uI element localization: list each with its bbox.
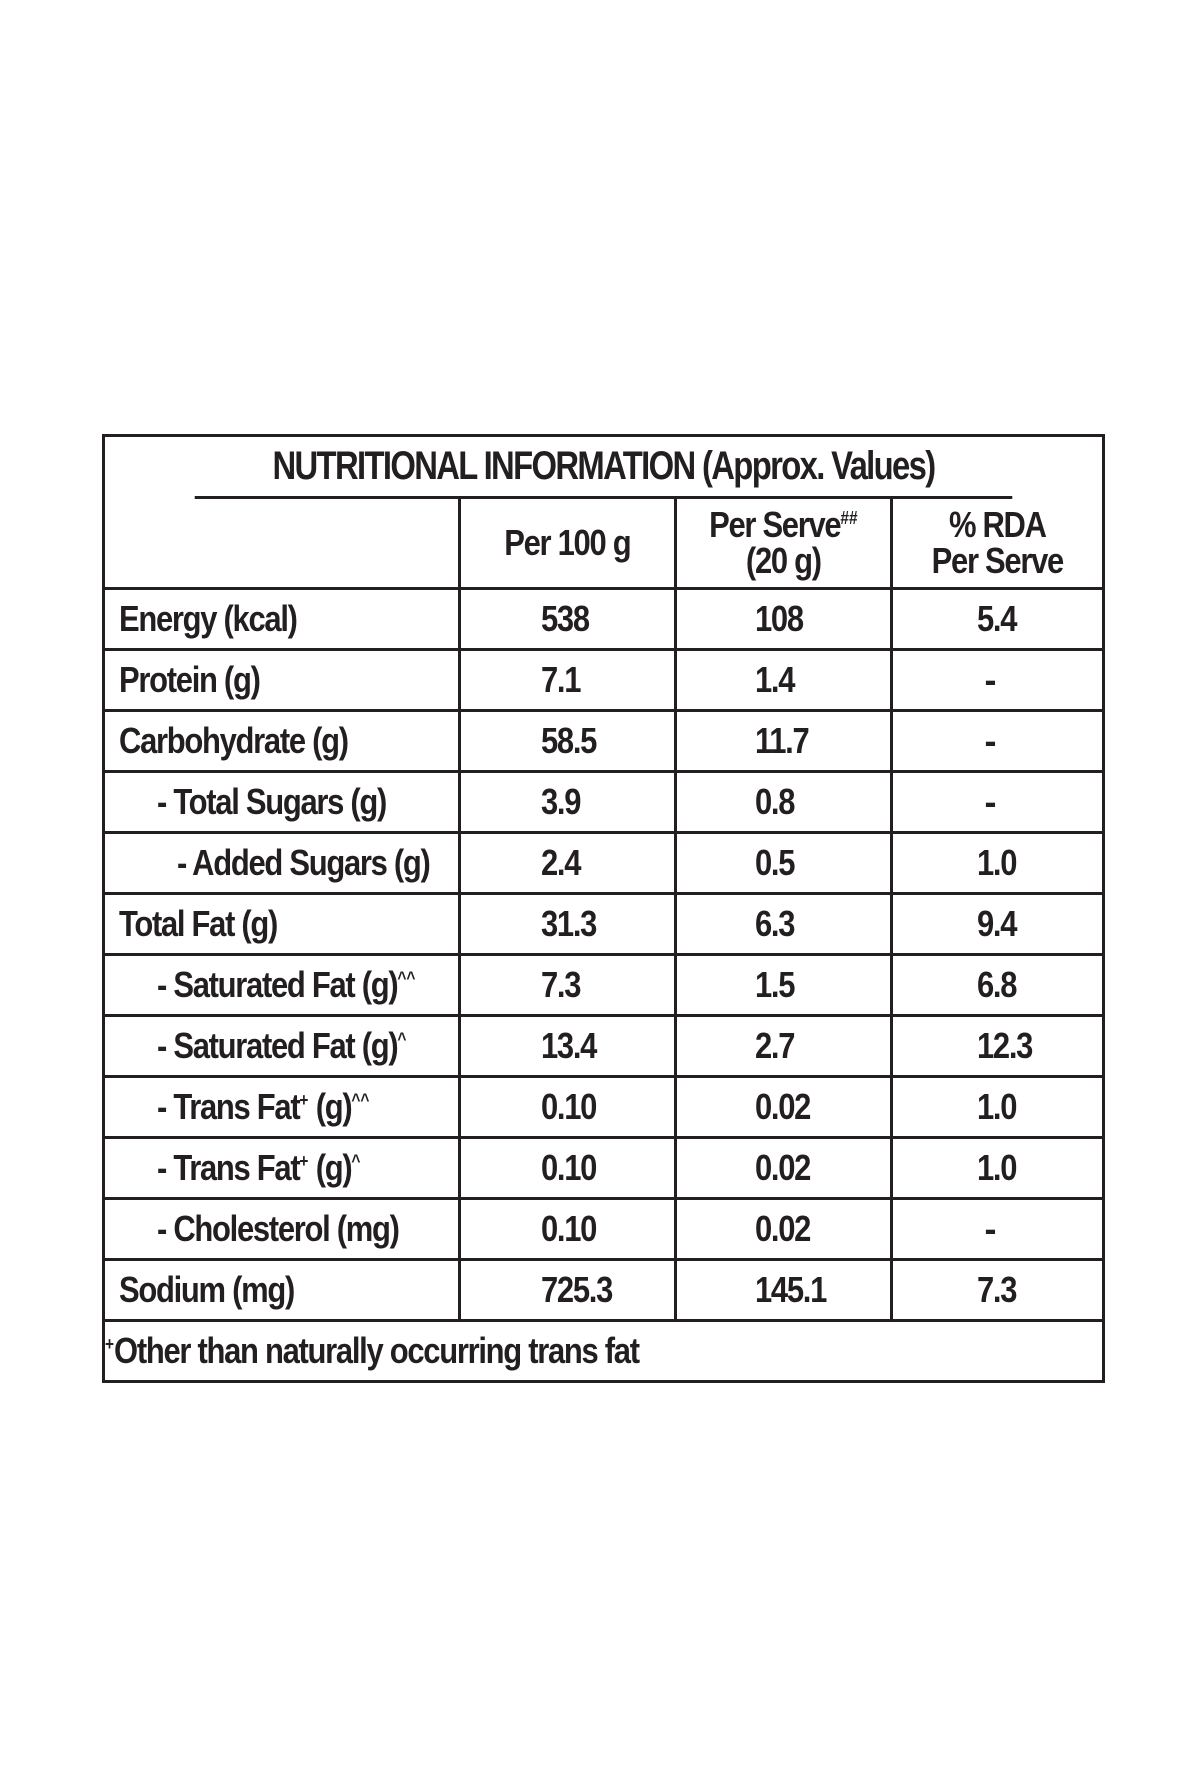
value-per-100g: 538 <box>540 598 589 639</box>
table-row <box>105 833 1102 894</box>
table-row <box>105 1199 1102 1260</box>
nutrient-name: - Trans Fat <box>157 1086 300 1127</box>
value-per-100g: 7.1 <box>540 659 580 700</box>
value-per-serve: 0.5 <box>754 842 794 883</box>
nutrient-footnote-mark: ^^ <box>351 1090 370 1110</box>
table-row <box>105 650 1102 711</box>
footnote-text: Other than naturally occurring trans fat <box>114 1330 639 1371</box>
label-title: NUTRITIONAL INFORMATION (Approx. Values) <box>195 437 1013 499</box>
table-row <box>105 589 1102 650</box>
nutrient-name: Sodium (mg) <box>119 1269 294 1310</box>
table-row <box>105 1016 1102 1077</box>
nutrient-footnote-mark: ^^ <box>397 968 416 988</box>
value-per-serve: 0.02 <box>754 1086 810 1127</box>
nutrient-name: - Total Sugars (g) <box>157 781 387 822</box>
nutrient-name: Energy (kcal) <box>119 598 297 639</box>
value-rda: 6.8 <box>976 964 1016 1005</box>
value-per-serve: 11.7 <box>754 720 808 761</box>
header-per-100g-label: Per 100 g <box>503 522 631 563</box>
table-row <box>105 1260 1102 1321</box>
value-per-serve: 6.3 <box>754 903 794 944</box>
table-row <box>105 1077 1102 1138</box>
value-rda: - <box>984 781 995 822</box>
header-per-100g <box>459 499 675 589</box>
nutrient-name: - Trans Fat <box>157 1147 300 1188</box>
value-per-serve: 2.7 <box>754 1025 794 1066</box>
value-per-100g: 31.3 <box>540 903 596 944</box>
table-row <box>105 772 1102 833</box>
value-rda: - <box>984 659 995 700</box>
value-per-serve: 0.8 <box>754 781 794 822</box>
value-per-serve: 0.02 <box>754 1147 810 1188</box>
value-per-100g: 0.10 <box>540 1147 596 1188</box>
value-rda: - <box>984 1208 995 1249</box>
value-per-100g: 58.5 <box>540 720 596 761</box>
value-per-100g: 13.4 <box>540 1025 596 1066</box>
nutrient-name: - Saturated Fat (g) <box>157 964 398 1005</box>
footnote-row <box>105 1321 1102 1381</box>
value-per-serve: 108 <box>754 598 803 639</box>
header-per-serve-label: Per Serve <box>708 504 841 546</box>
footnote-mark: + <box>105 1334 115 1354</box>
value-per-100g: 725.3 <box>540 1269 612 1310</box>
nutrient-footnote-mark: ^ <box>351 1151 361 1171</box>
value-rda: 9.4 <box>976 903 1016 944</box>
value-per-serve: 145.1 <box>754 1269 826 1310</box>
value-rda: 1.0 <box>976 1086 1016 1127</box>
value-per-serve: 1.4 <box>754 659 794 700</box>
value-per-100g: 0.10 <box>540 1086 596 1127</box>
value-rda: 12.3 <box>976 1025 1032 1066</box>
table-row <box>105 955 1102 1016</box>
header-rda-label: % RDA <box>948 504 1046 546</box>
header-blank <box>105 499 459 589</box>
value-per-100g: 7.3 <box>540 964 580 1005</box>
header-per-serve-sup: ## <box>840 508 858 529</box>
nutrient-name: - Added Sugars (g) <box>177 842 430 883</box>
nutrient-unit: (g) <box>308 1086 352 1127</box>
value-rda: 5.4 <box>976 598 1016 639</box>
nutrient-name: Total Fat (g) <box>119 903 278 944</box>
value-per-serve: 0.02 <box>754 1208 810 1249</box>
table-row <box>105 711 1102 772</box>
nutrition-label <box>102 434 1105 1383</box>
value-per-serve: 1.5 <box>754 964 794 1005</box>
nutrient-name: - Cholesterol (mg) <box>157 1208 399 1249</box>
value-rda: 1.0 <box>976 842 1016 883</box>
header-per-serve-amount: (20 g) <box>745 539 821 581</box>
nutrient-footnote-mark: + <box>299 1151 309 1171</box>
nutrient-unit: (g) <box>308 1147 352 1188</box>
table-row <box>105 1138 1102 1199</box>
nutrient-name: - Saturated Fat (g) <box>157 1025 398 1066</box>
value-rda: 7.3 <box>976 1269 1016 1310</box>
value-per-100g: 2.4 <box>540 842 580 883</box>
header-per-serve <box>675 499 891 589</box>
nutrient-footnote-mark: + <box>299 1090 309 1110</box>
value-per-100g: 0.10 <box>540 1208 596 1249</box>
value-per-100g: 3.9 <box>540 781 580 822</box>
value-rda: 1.0 <box>976 1147 1016 1188</box>
header-rda <box>891 499 1102 589</box>
nutrient-name: Protein (g) <box>119 659 260 700</box>
nutrient-name: Carbohydrate (g) <box>119 720 348 761</box>
nutrient-footnote-mark: ^ <box>397 1029 407 1049</box>
header-row <box>105 499 1102 589</box>
table-row <box>105 894 1102 955</box>
value-rda: - <box>984 720 995 761</box>
header-rda-sub: Per Serve <box>931 539 1063 581</box>
nutrition-table <box>105 499 1102 1380</box>
